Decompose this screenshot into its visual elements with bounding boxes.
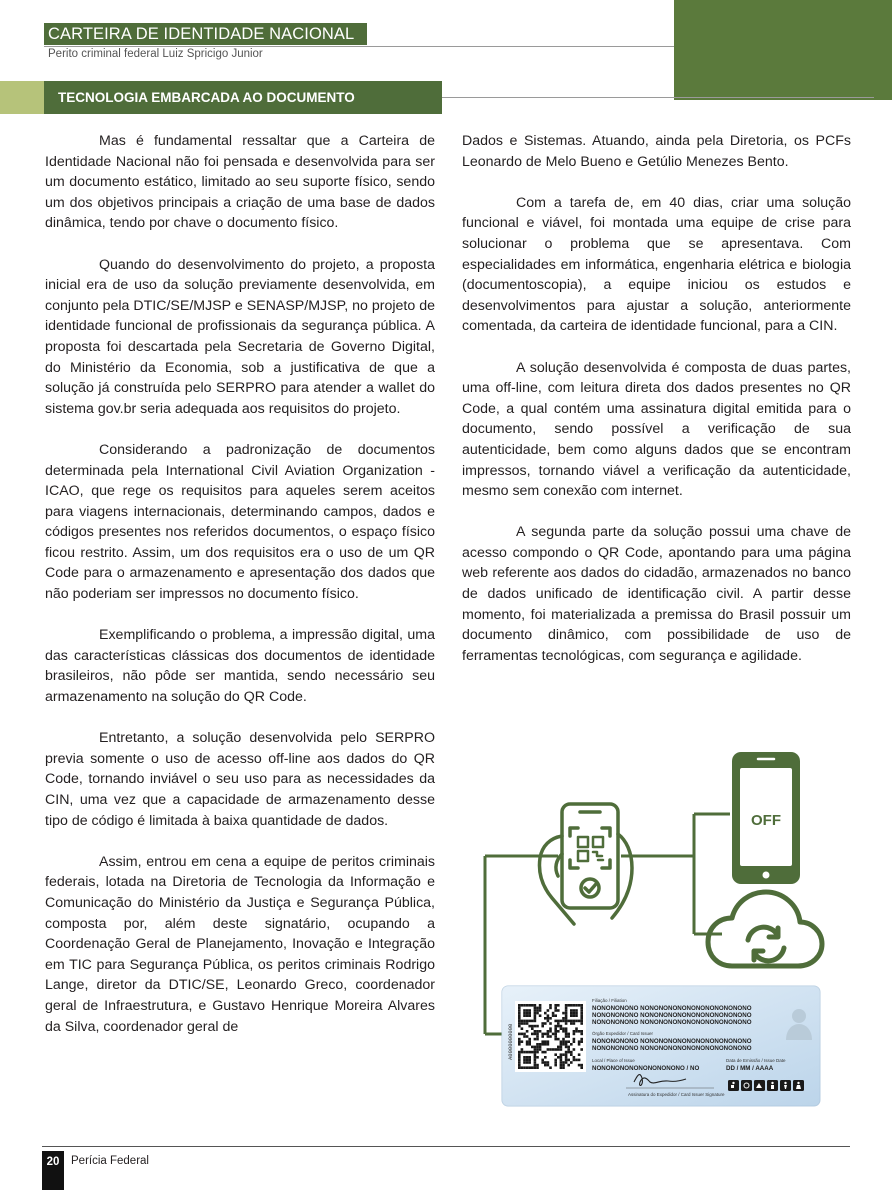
cloud-sync-icon xyxy=(708,892,822,966)
card-qr-code xyxy=(515,1001,586,1072)
card-filiation-line: NONONONONO NONONONONONONONONONONONO xyxy=(592,1019,752,1026)
card-date-label: Data de Emissão / Issue Date xyxy=(726,1058,786,1063)
article-paragraph: Mas é fundamental ressaltar que a Carteira de Identidade Nacional não foi pensada e desenvolvida para ser um documento estático, limitado ao seu suporte físico, sendo um dos objetivos principais a criação de uma base de dados dinâmica, tendo por chave o documento físico. xyxy=(45,133,435,232)
hand-phone-qr-icon xyxy=(540,804,633,924)
author-byline: Perito criminal federal Luiz Spricigo Junior xyxy=(48,48,263,60)
qr-verification-illustration xyxy=(476,744,836,1114)
page-number: 20 xyxy=(42,1151,64,1190)
header-title: CARTEIRA DE IDENTIDADE NACIONAL xyxy=(44,23,367,45)
id-card-back xyxy=(502,986,820,1106)
article-paragraph: A solução desenvolvida é composta de duas partes, uma off-line, com leitura direta dos dados presentes no QR Code, a qual contém uma assinatura digital emitida para o documento, sendo possível a verificação de sua autenticidade, bem como alguns dados que se encontram impressos, tornando viável a verificação da autenticidade, mesmo sem conexão com internet. xyxy=(462,359,851,500)
article-paragraph: Assim, entrou em cena a equipe de peritos criminais federais, lotada na Diretoria de Tecnologia da Informação e Comunicação do Ministério da Justiça e Segurança Pública, composta por, além deste signatário, ocupando a Coordenação Geral de Planejamento, Inovação e Integração em TIC para Segurança Pública, os peritos criminais Rodrigo Lange, diretor da DTIC/SE, Leonardo Greco, coordenador geral de Infraestrutura, e Gustavo Henrique Moreira Alvares da Silva, coordenador geral de xyxy=(45,853,435,1035)
article-left-column xyxy=(45,131,435,1058)
corner-decoration-block xyxy=(674,0,892,100)
article-paragraph: Entretanto, a solução desenvolvida pelo SERPRO previa somente o uso de acesso off-line aos dados do QR Code, tornando inviável o seu uso para as necessidades da CIN, uma vez que a capacidade de armazenamento desse tipo de código é limitada à baixa quantidade de dados. xyxy=(45,730,435,829)
card-issuer-label: Órgão Expedidor / Card Issuer xyxy=(592,1031,654,1036)
off-label: OFF xyxy=(751,812,781,829)
publication-name: Perícia Federal xyxy=(71,1155,149,1167)
section-accent-block xyxy=(0,81,44,114)
header-divider xyxy=(44,46,674,47)
article-paragraph: Exemplificando o problema, a impressão digital, uma das características clássicas dos documentos de identidade brasileiros, não pôde ser mantida, sendo necessário seu armazenamento na solução do QR Code. xyxy=(45,627,435,706)
card-date-value: DD / MM / AAAA xyxy=(726,1065,774,1072)
article-paragraph-continuation: Dados e Sistemas. Atuando, ainda pela Diretoria, os PCFs Leonardo de Melo Bueno e Getúlio Menezes Bento. xyxy=(462,133,851,170)
card-filiation-label: Filiação / Filiation xyxy=(592,998,627,1003)
article-paragraph: Com a tarefa de, em 40 dias, criar uma solução funcional e viável, foi montada uma equipe de crise para solucionar o problema que se apresentava. Com especialidades em informática, engenharia elétrica e biologia (documentoscopia), a equipe iniciou os estudos e desenvolvimentos para ajustar a solução, anteriormente comentada, da carteira de identidade funcional, para a CIN. xyxy=(462,194,851,335)
article-paragraph: A segunda parte da solução possui uma chave de acesso compondo o QR Code, apontando para uma página web referente aos dados do cidadão, armazenados no banco de dados unificado de identificação civil. A partir desse momento, foi materializada a premissa do Brasil possuir um documento dinâmico, com possibilidade de uso de ferramentas tecnológicas, com segurança e agilidade. xyxy=(462,524,851,664)
section-title: TECNOLOGIA EMBARCADA AO DOCUMENTO xyxy=(44,81,442,114)
offline-phone-icon xyxy=(732,752,800,884)
footer-divider xyxy=(42,1146,850,1147)
card-place-label: Local / Place of Issue xyxy=(592,1058,635,1063)
card-issuer-line: NONONONONO NONONONONONONONONONONONO xyxy=(592,1038,752,1045)
card-issuer-line: NONONONONO NONONONONONONONONONONONO xyxy=(592,1045,752,1052)
card-filiation-line: NONONONONO NONONONONONONONONONONONO xyxy=(592,1005,752,1012)
article-paragraph: Considerando a padronização de documentos determinada pela International Civil Aviation Organization - ICAO, que rege os requisitos para aqueles serem aceitos para viagens internacionais, determinando campos, dados e códigos presentes nos referidos documentos, o espaço físico ficou restrito. Assim, um dos requisitos era o uso de um QR Code para o armazenamento e apresentação dos dados que não poderiam ser impressos no documento físico. xyxy=(45,441,435,603)
card-filiation-line: NONONONONO NONONONONONONONONONONONO xyxy=(592,1012,752,1019)
article-paragraph: Quando do desenvolvimento do projeto, a proposta inicial era de uso da solução previamente desenvolvida, em conjunto pela DTIC/SE/MJSP e SENASP/MJSP, no projeto de identidade funcional de profissionais da segurança pública. A proposta foi descartada pela Secretaria de Governo Digital, do Ministério da Economia, sob a justificativa de que a solução já construída pelo SERPRO para atender a wallet do sistema gov.br seria adequada aos requisitos do projeto. xyxy=(45,256,435,417)
card-vertical-code: A0000000000 xyxy=(507,1023,514,1060)
article-right-column xyxy=(462,131,851,687)
section-divider xyxy=(442,97,874,98)
card-place-value: NONONONONONONONONONO / NO xyxy=(592,1065,700,1072)
card-signature-label: Assinatura do Expedidor / Card Issuer Signature xyxy=(628,1092,725,1097)
